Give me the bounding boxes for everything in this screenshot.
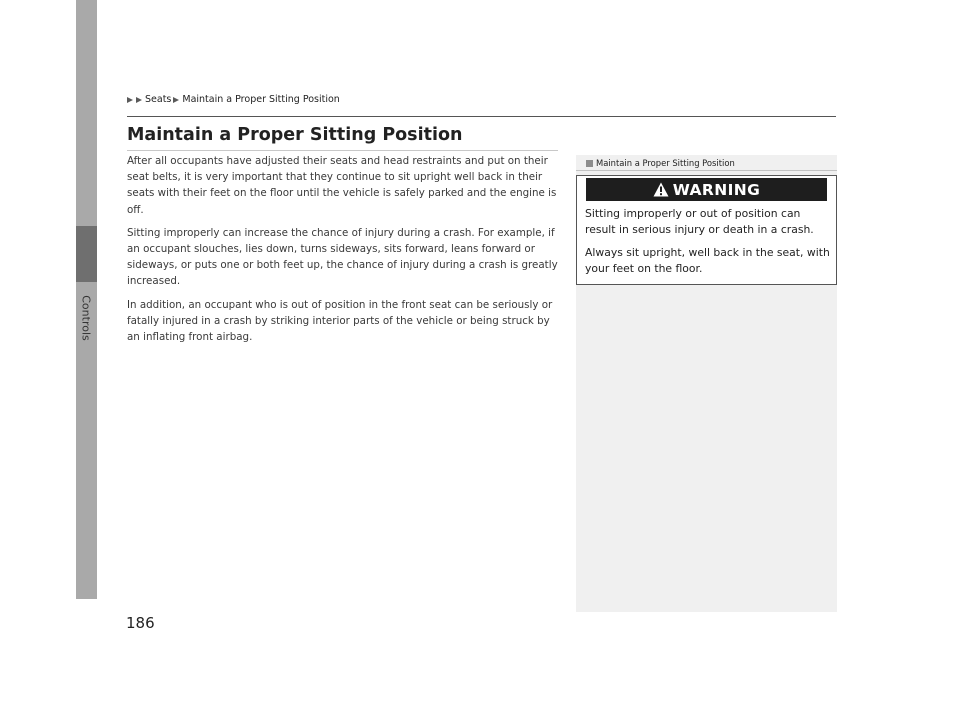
warning-text: Always sit upright, well back in the seat, with your feet on the floor. bbox=[585, 246, 830, 275]
breadcrumb-arrow-icon bbox=[136, 97, 142, 103]
sidebar-title bbox=[586, 158, 735, 168]
side-tab-label: Controls bbox=[79, 295, 93, 341]
page-number: 186 bbox=[126, 614, 155, 632]
header-divider bbox=[127, 116, 836, 117]
sidebar-title-text: Maintain a Proper Sitting Position bbox=[596, 158, 735, 168]
side-tab-active-section bbox=[76, 226, 97, 282]
warning-body bbox=[585, 206, 831, 284]
sidebar-note bbox=[576, 155, 837, 612]
warning-box bbox=[576, 175, 837, 285]
paragraph: Sitting improperly can increase the chance of injury during a crash. For example, if an occupant slouches, lies down, turns sideways, sits forward, leans forward or sideways, or puts one or both feet up, the chance of injury during a crash is greatly increased. bbox=[127, 226, 558, 288]
paragraph: After all occupants have adjusted their seats and head restraints and put on their seat belts, it is very important that they continue to sit upright well back in their seats with their feet on the floor until the vehicle is safely parked and the engine is off. bbox=[127, 155, 557, 216]
breadcrumb-item-seats[interactable]: Seats bbox=[145, 94, 172, 105]
note-marker-icon bbox=[586, 160, 593, 167]
warning-label: WARNING bbox=[672, 180, 761, 199]
main-text bbox=[127, 153, 560, 352]
warning-text: Sitting improperly or out of position can result in serious injury or death in a crash. bbox=[585, 207, 814, 236]
sidebar-divider bbox=[576, 170, 837, 171]
paragraph: In addition, an occupant who is out of position in the front seat can be seriously or fatally injured in a crash by striking interior parts of the vehicle or being struck by an inflating front airbag. bbox=[127, 298, 553, 344]
breadcrumb-arrow-icon bbox=[127, 97, 133, 103]
breadcrumb bbox=[127, 94, 340, 105]
page-title: Maintain a Proper Sitting Position bbox=[127, 125, 463, 145]
warning-triangle-icon bbox=[653, 182, 669, 197]
title-divider bbox=[127, 150, 558, 151]
warning-header bbox=[586, 178, 827, 201]
breadcrumb-arrow-icon bbox=[173, 97, 179, 103]
breadcrumb-item-current: Maintain a Proper Sitting Position bbox=[182, 94, 340, 105]
